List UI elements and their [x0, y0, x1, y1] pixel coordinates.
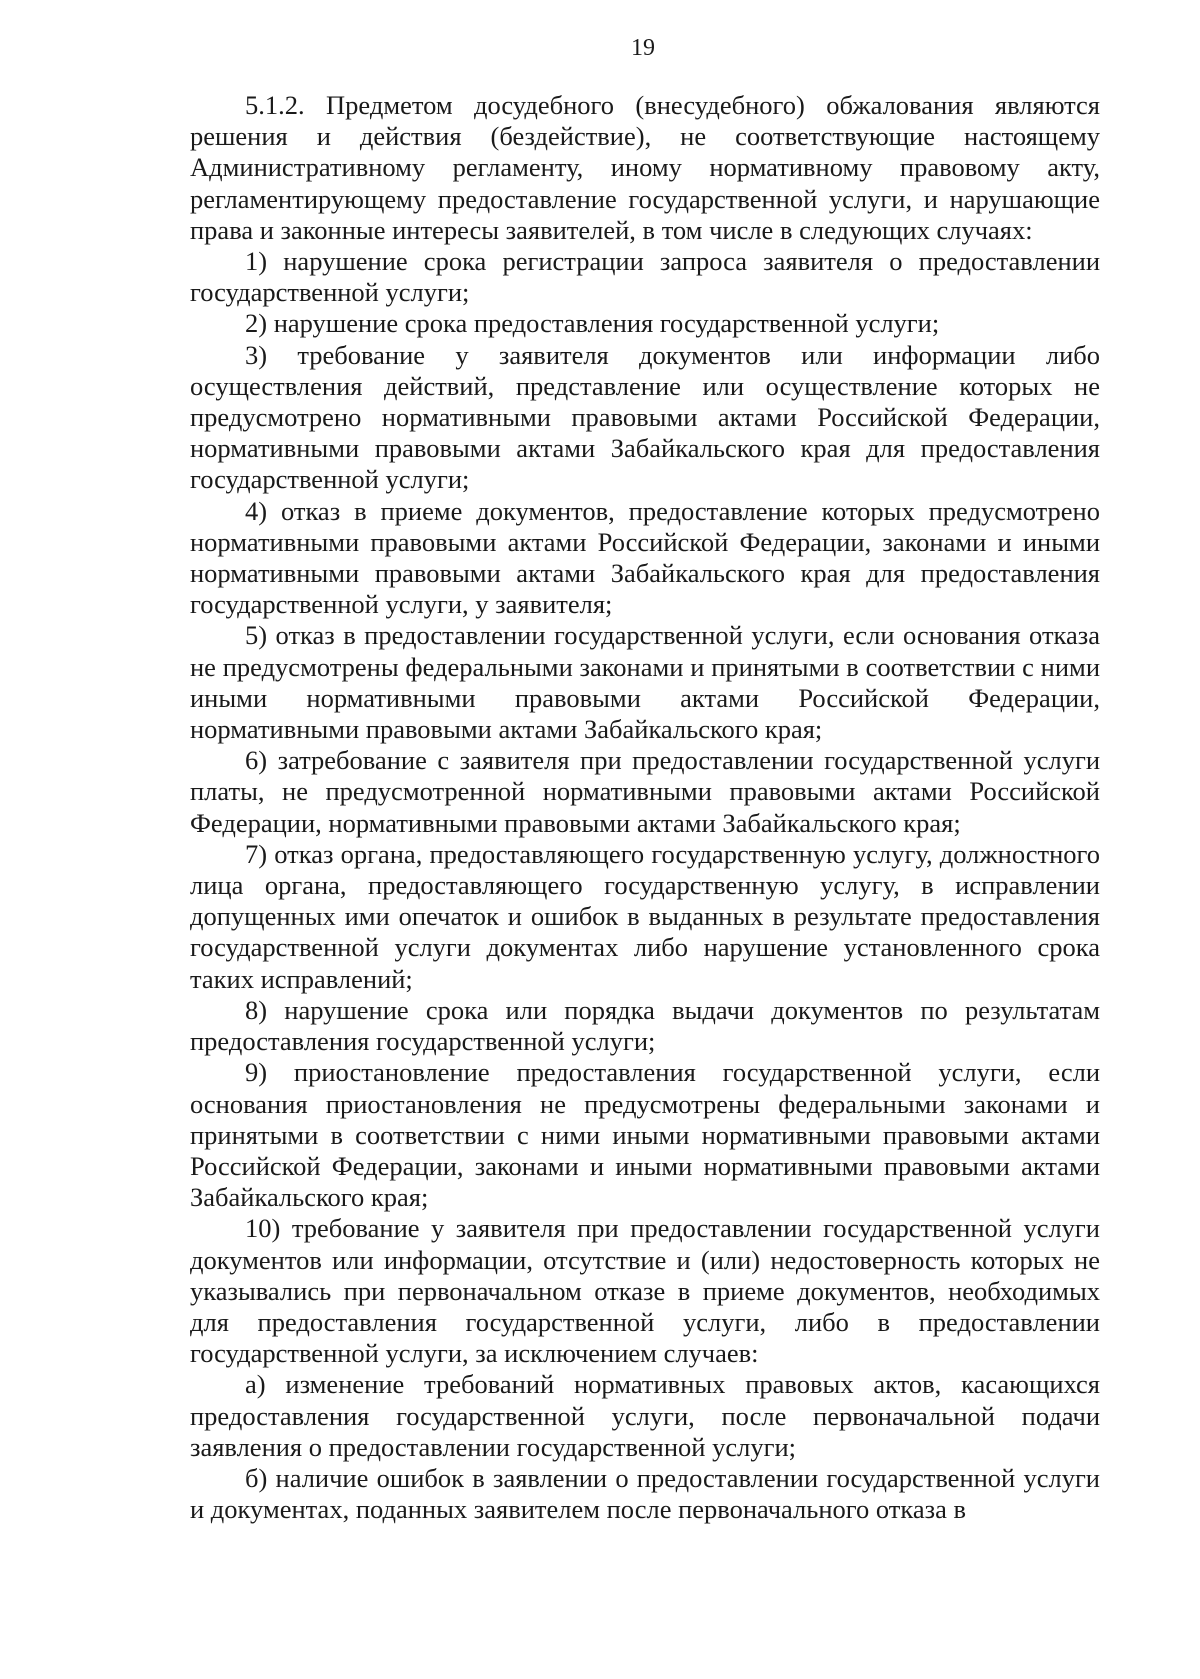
- list-item-9: 9) приостановление предоставления государственной услуги, если основания приостановления не предусмотрены федеральными законами и принятыми в соответствии с ними иными нормативными правовыми актами Российской Федерации, законами и иными нормативными правовыми актами Забайкальского края;: [190, 1057, 1100, 1213]
- page-number: 19: [631, 35, 655, 61]
- list-item-2: 2) нарушение срока предоставления государственной услуги;: [245, 308, 940, 339]
- list-item-10: 10) требование у заявителя при предоставлении государственной услуги документов или информации, отсутствие и (или) недостоверность которых не указывались при первоначальном отказе в приеме документов, необходимых для предоставления государственной услуги, либо в предоставлении государственной услуги, за исключением случаев:: [190, 1213, 1100, 1369]
- paragraph-5-1-2: 5.1.2. Предметом досудебного (внесудебного) обжалования являются решения и действия (бездействие), не соответствующие настоящему Административному регламенту, иному нормативному правовому акту, регламентирующему предоставление государственной услуги, и нарушающие права и законные интересы заявителей, в том числе в следующих случаях:: [190, 90, 1100, 245]
- list-item-8: 8) нарушение срока или порядка выдачи документов по результатам предоставления государственной услуги;: [190, 994, 1100, 1057]
- sub-item-a: а) изменение требований нормативных правовых актов, касающихся предоставления государственной услуги, после первоначальной подачи заявления о предоставлении государственной услуги;: [190, 1369, 1100, 1462]
- list-item-7: 7) отказ органа, предоставляющего государственную услугу, должностного лица органа, предоставляющего государственную услугу, в исправлении допущенных ими опечаток и ошибок в выданных в результате предоставления государственной услуги документах либо нарушение установленного срока таких исправлений;: [190, 838, 1100, 994]
- document-body: [190, 90, 1100, 1525]
- sub-item-b: б) наличие ошибок в заявлении о предоставлении государственной услуги и документах, поданных заявителем после первоначального отказа в: [190, 1462, 1100, 1525]
- list-item-4: 4) отказ в приеме документов, предоставление которых предусмотрено нормативными правовыми актами Российской Федерации, законами и иными нормативными правовыми актами Забайкальского края для предоставления государственной услуги, у заявителя;: [190, 495, 1100, 620]
- list-item-1: 1) нарушение срока регистрации запроса заявителя о предоставлении государственной услуги;: [190, 246, 1100, 308]
- list-item-6: 6) затребование с заявителя при предоставлении государственной услуги платы, не предусмотренной нормативными правовыми актами Российской Федерации, нормативными правовыми актами Забайкальского края;: [190, 745, 1100, 838]
- list-item-5: 5) отказ в предоставлении государственной услуги, если основания отказа не предусмотрены федеральными законами и принятыми в соответствии с ними иными нормативными правовыми актами Российской Федерации, нормативными правовыми актами Забайкальского края;: [190, 620, 1100, 745]
- list-item-3: 3) требование у заявителя документов или информации либо осуществления действий, представление или осуществление которых не предусмотрено нормативными правовыми актами Российской Федерации, нормативными правовыми актами Забайкальского края для предоставления государственной услуги;: [190, 339, 1100, 495]
